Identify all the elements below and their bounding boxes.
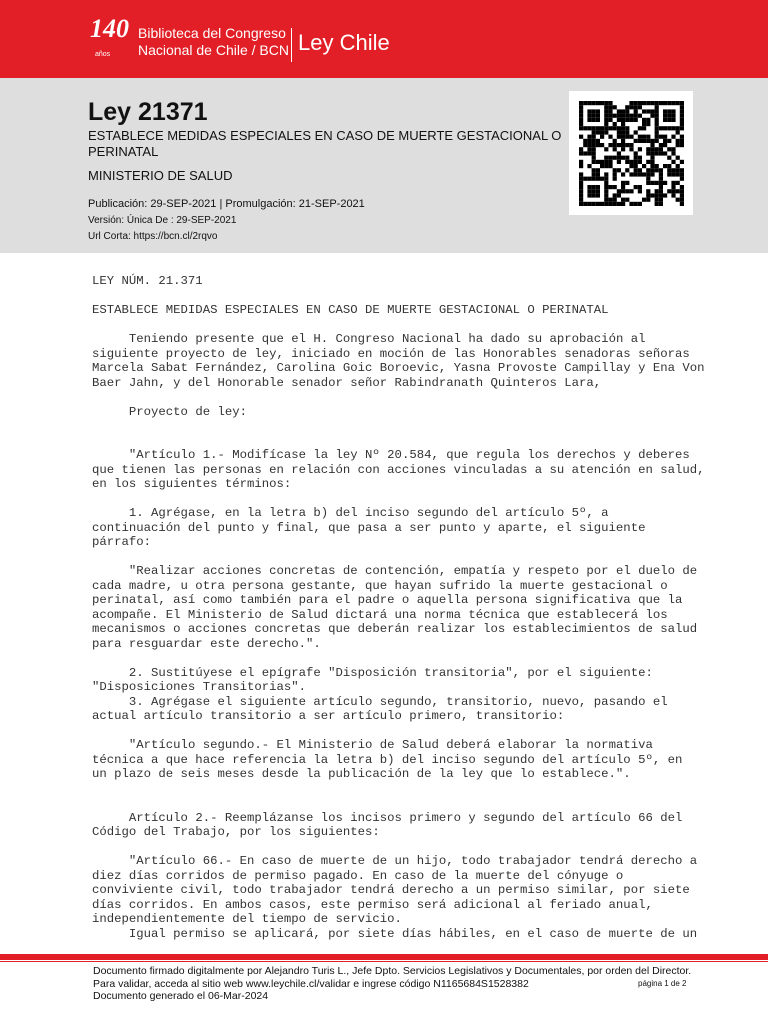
footer-divider [0, 954, 768, 960]
articulo-66: "Artículo 66.- En caso de muerte de un hijo, todo trabajador tendrá derecho a diez días corridos de permiso pagado. En caso de la muerte del cónyuge o conviviente civil, todo trabajador tendrá derecho a un permiso similar, por siete días corridos. En ambos casos, este permiso será adicional al feriado anual, independientemente del tiempo de servicio. [92, 854, 698, 926]
qr-code-icon [569, 91, 693, 215]
article-1: "Artículo 1.- Modifícase la ley Nº 20.584, que regula los derechos y deberes que tienen las personas en relación con acciones vinculadas a su atención en salud, en los siguientes términos: [92, 448, 705, 491]
footer-generated: Documento generado el 06-Mar-2024 [93, 990, 269, 1002]
footer-signature: Documento firmado digitalmente por Alejandro Turis L., Jefe Dpto. Servicios Legislativos y Documentales, por orden del Director. [93, 965, 692, 977]
law-title: Ley 21371 [88, 98, 208, 126]
article-1-item-1-text: "Realizar acciones concretas de contención, empatía y respeto por el duelo de cada madre, u otra persona gestante, que hayan sufrido la muerte gestacional o perinatal, así como también para el padre o aquella persona significativa que la acompañe. El Ministerio de Salud dictará una norma técnica que establecerá los mecanismos o acciones concretas que deberán realizar los establecimientos de salud para resguardar este derecho.". [92, 564, 698, 651]
article-1-item-3: 3. Agrégase el siguiente artículo segundo, transitorio, nuevo, pasando el actual artículo transitorio a ser artículo primero, transitorio: [92, 694, 668, 723]
logo-line2: Nacional de Chile / BCN [138, 42, 289, 58]
article-1-item-1: 1. Agrégase, en la letra b) del inciso segundo del artículo 5º, a continuación del punto y final, que pasa a ser punto y aparte, el siguiente párrafo: [92, 506, 646, 549]
law-description: ESTABLECE MEDIDAS ESPECIALES EN CASO DE MUERTE GESTACIONAL O PERINATAL [88, 128, 562, 159]
footer-validation: Para validar, acceda al sitio web www.leychile.cl/validar e ingrese código N1165684S1528382 [93, 977, 529, 990]
logo-140: 140 [90, 14, 129, 43]
publication-dates: Publicación: 29-SEP-2021 | Promulgación: 21-SEP-2021 [88, 198, 365, 210]
articulo-66-cont: Igual permiso se aplicará, por siete días hábiles, en el caso de muerte de un [92, 926, 698, 941]
logo-line1: Biblioteca del Congreso [138, 25, 286, 41]
ministry: MINISTERIO DE SALUD [88, 168, 233, 183]
preamble: Teniendo presente que el H. Congreso Nacional ha dado su aprobación al siguiente proyecto de ley, iniciado en moción de las Honorables senadoras señoras Marcela Sabat Fernández, Carolina Goic Boroevic, Yasna Provoste Campillay y Ena Von Baer Jahn, y del Honorable senador señor Rabindranath Quinteros Lara, [92, 332, 705, 390]
article-2: Artículo 2.- Reemplázanse los incisos primero y segundo del artículo 66 del Código del Trabajo, por los siguientes: [92, 810, 683, 839]
logo-brand: Ley Chile [298, 30, 390, 55]
proyecto-label: Proyecto de ley: [92, 404, 247, 419]
law-body [92, 274, 732, 941]
qr-code [569, 91, 693, 215]
version-info: Versión: Única De : 29-SEP-2021 [88, 215, 237, 226]
footer-divider-thin [0, 961, 768, 962]
articulo-segundo: "Artículo segundo.- El Ministerio de Salud deberá elaborar la normativa técnica a que hace referencia la letra b) del inciso segundo del artículo 5º, en un plazo de seis meses desde la publicación de la ley que lo establece.". [92, 738, 683, 781]
law-number: LEY NÚM. 21.371 [92, 274, 203, 288]
page-number: página 1 de 2 [638, 979, 687, 988]
article-1-item-2: 2. Sustitúyese el epígrafe "Disposición transitoria", por el siguiente: "Disposiciones Transitorias". [92, 665, 653, 694]
logo-anos: años [95, 51, 111, 58]
short-url[interactable]: Url Corta: https://bcn.cl/2rqvo [88, 231, 218, 242]
logo-separator [291, 28, 292, 62]
footer [93, 965, 691, 1003]
law-heading: ESTABLECE MEDIDAS ESPECIALES EN CASO DE MUERTE GESTACIONAL O PERINATAL [92, 303, 609, 317]
